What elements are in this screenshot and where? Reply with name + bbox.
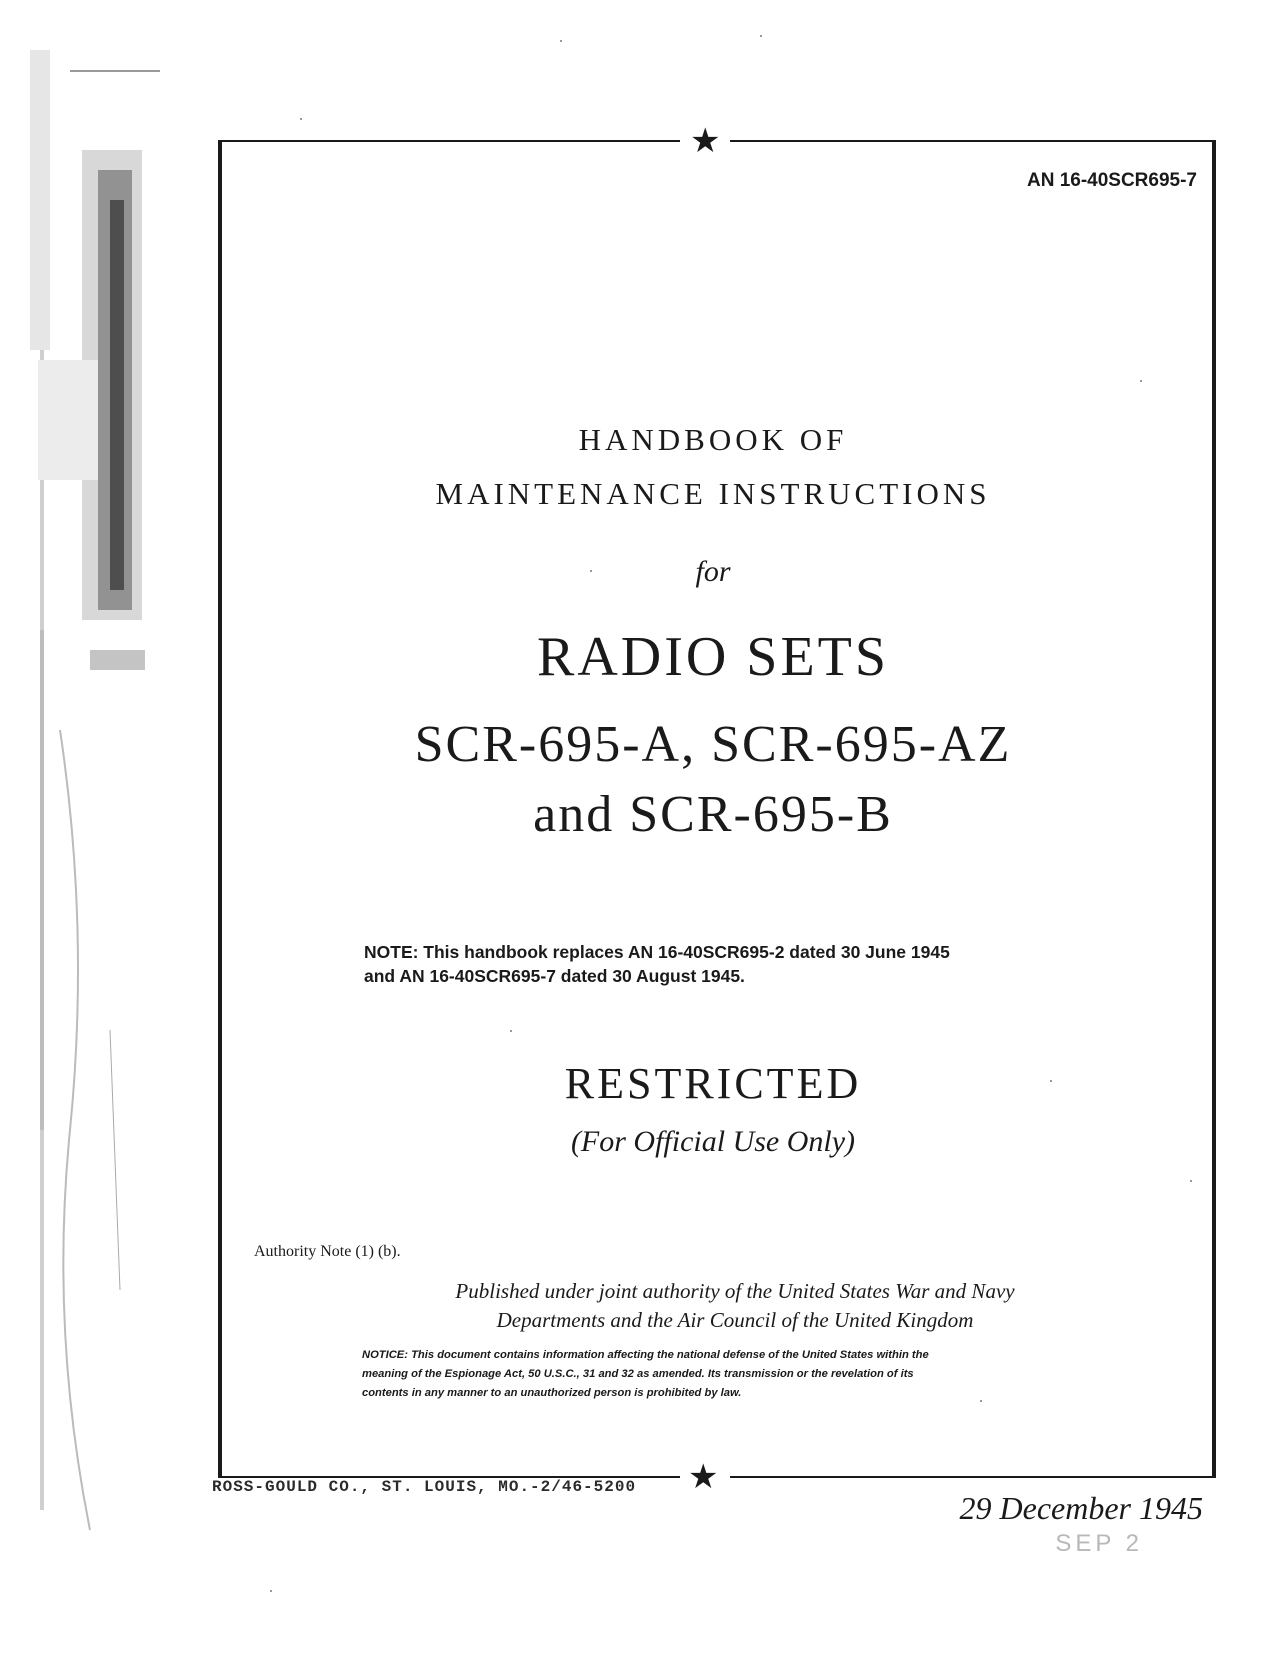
top-rule-right [730,140,1212,142]
replacement-note [364,940,1064,988]
notice-line-3: contents in any manner to an unauthorized person is prohibited by law. [362,1387,742,1399]
model-numbers-line-1: SCR-695-A, SCR-695-AZ [414,716,1012,773]
classification-sublabel: (For Official Use Only) [570,1125,856,1158]
model-numbers-line-2: and SCR-695-B [533,786,893,843]
top-rule-left [218,140,680,142]
received-stamp: SEP 2 [1055,1530,1143,1557]
replacement-note-line-2: and AN 16-40SCR695-7 dated 30 August 1945. [364,966,745,986]
bottom-star-ornament: ★ [688,1457,719,1497]
scan-speck [590,570,592,572]
scan-speck [510,1030,512,1032]
scan-speck [300,118,302,120]
publication-authority [290,1277,1180,1335]
scan-speck [760,35,762,37]
scan-speck [1050,1080,1052,1082]
publication-line-2: Departments and the Air Council of the United Kingdom [496,1308,974,1332]
publication-line-1: Published under joint authority of the United States War and Navy [455,1279,1015,1303]
title-connector: for [695,555,731,588]
scan-speck [1190,1180,1192,1182]
title-line-2: MAINTENANCE INSTRUCTIONS [435,476,991,511]
replacement-note-line-1: NOTE: This handbook replaces AN 16-40SCR695-2 dated 30 June 1945 [364,942,950,962]
document-number: AN 16-40SCR695-7 [1026,170,1197,191]
scan-speck [560,40,562,42]
subject-title: RADIO SETS [536,626,890,688]
top-star-ornament: ★ [690,121,721,161]
notice-line-1: NOTICE: This document contains information affecting the national defense of the United States within the [362,1349,929,1361]
notice-line-2: meaning of the Espionage Act, 50 U.S.C., 31 and 32 as amended. Its transmission or the revelation of its [362,1368,914,1380]
title-line-1: HANDBOOK OF [578,422,848,457]
publication-date: 29 December 1945 [959,1490,1203,1526]
printer-imprint: ROSS-GOULD CO., ST. LOUIS, MO.-2/46-5200 [212,1478,637,1496]
scan-speck [270,1590,272,1592]
binding-edge-scan [0,30,170,1590]
bottom-rule-right [730,1476,1212,1478]
authority-note: Authority Note (1) (b). [254,1243,401,1260]
classification-label: RESTRICTED [564,1059,862,1108]
espionage-notice [362,1346,1042,1403]
scan-speck [980,1400,982,1402]
scan-speck [1140,380,1142,382]
